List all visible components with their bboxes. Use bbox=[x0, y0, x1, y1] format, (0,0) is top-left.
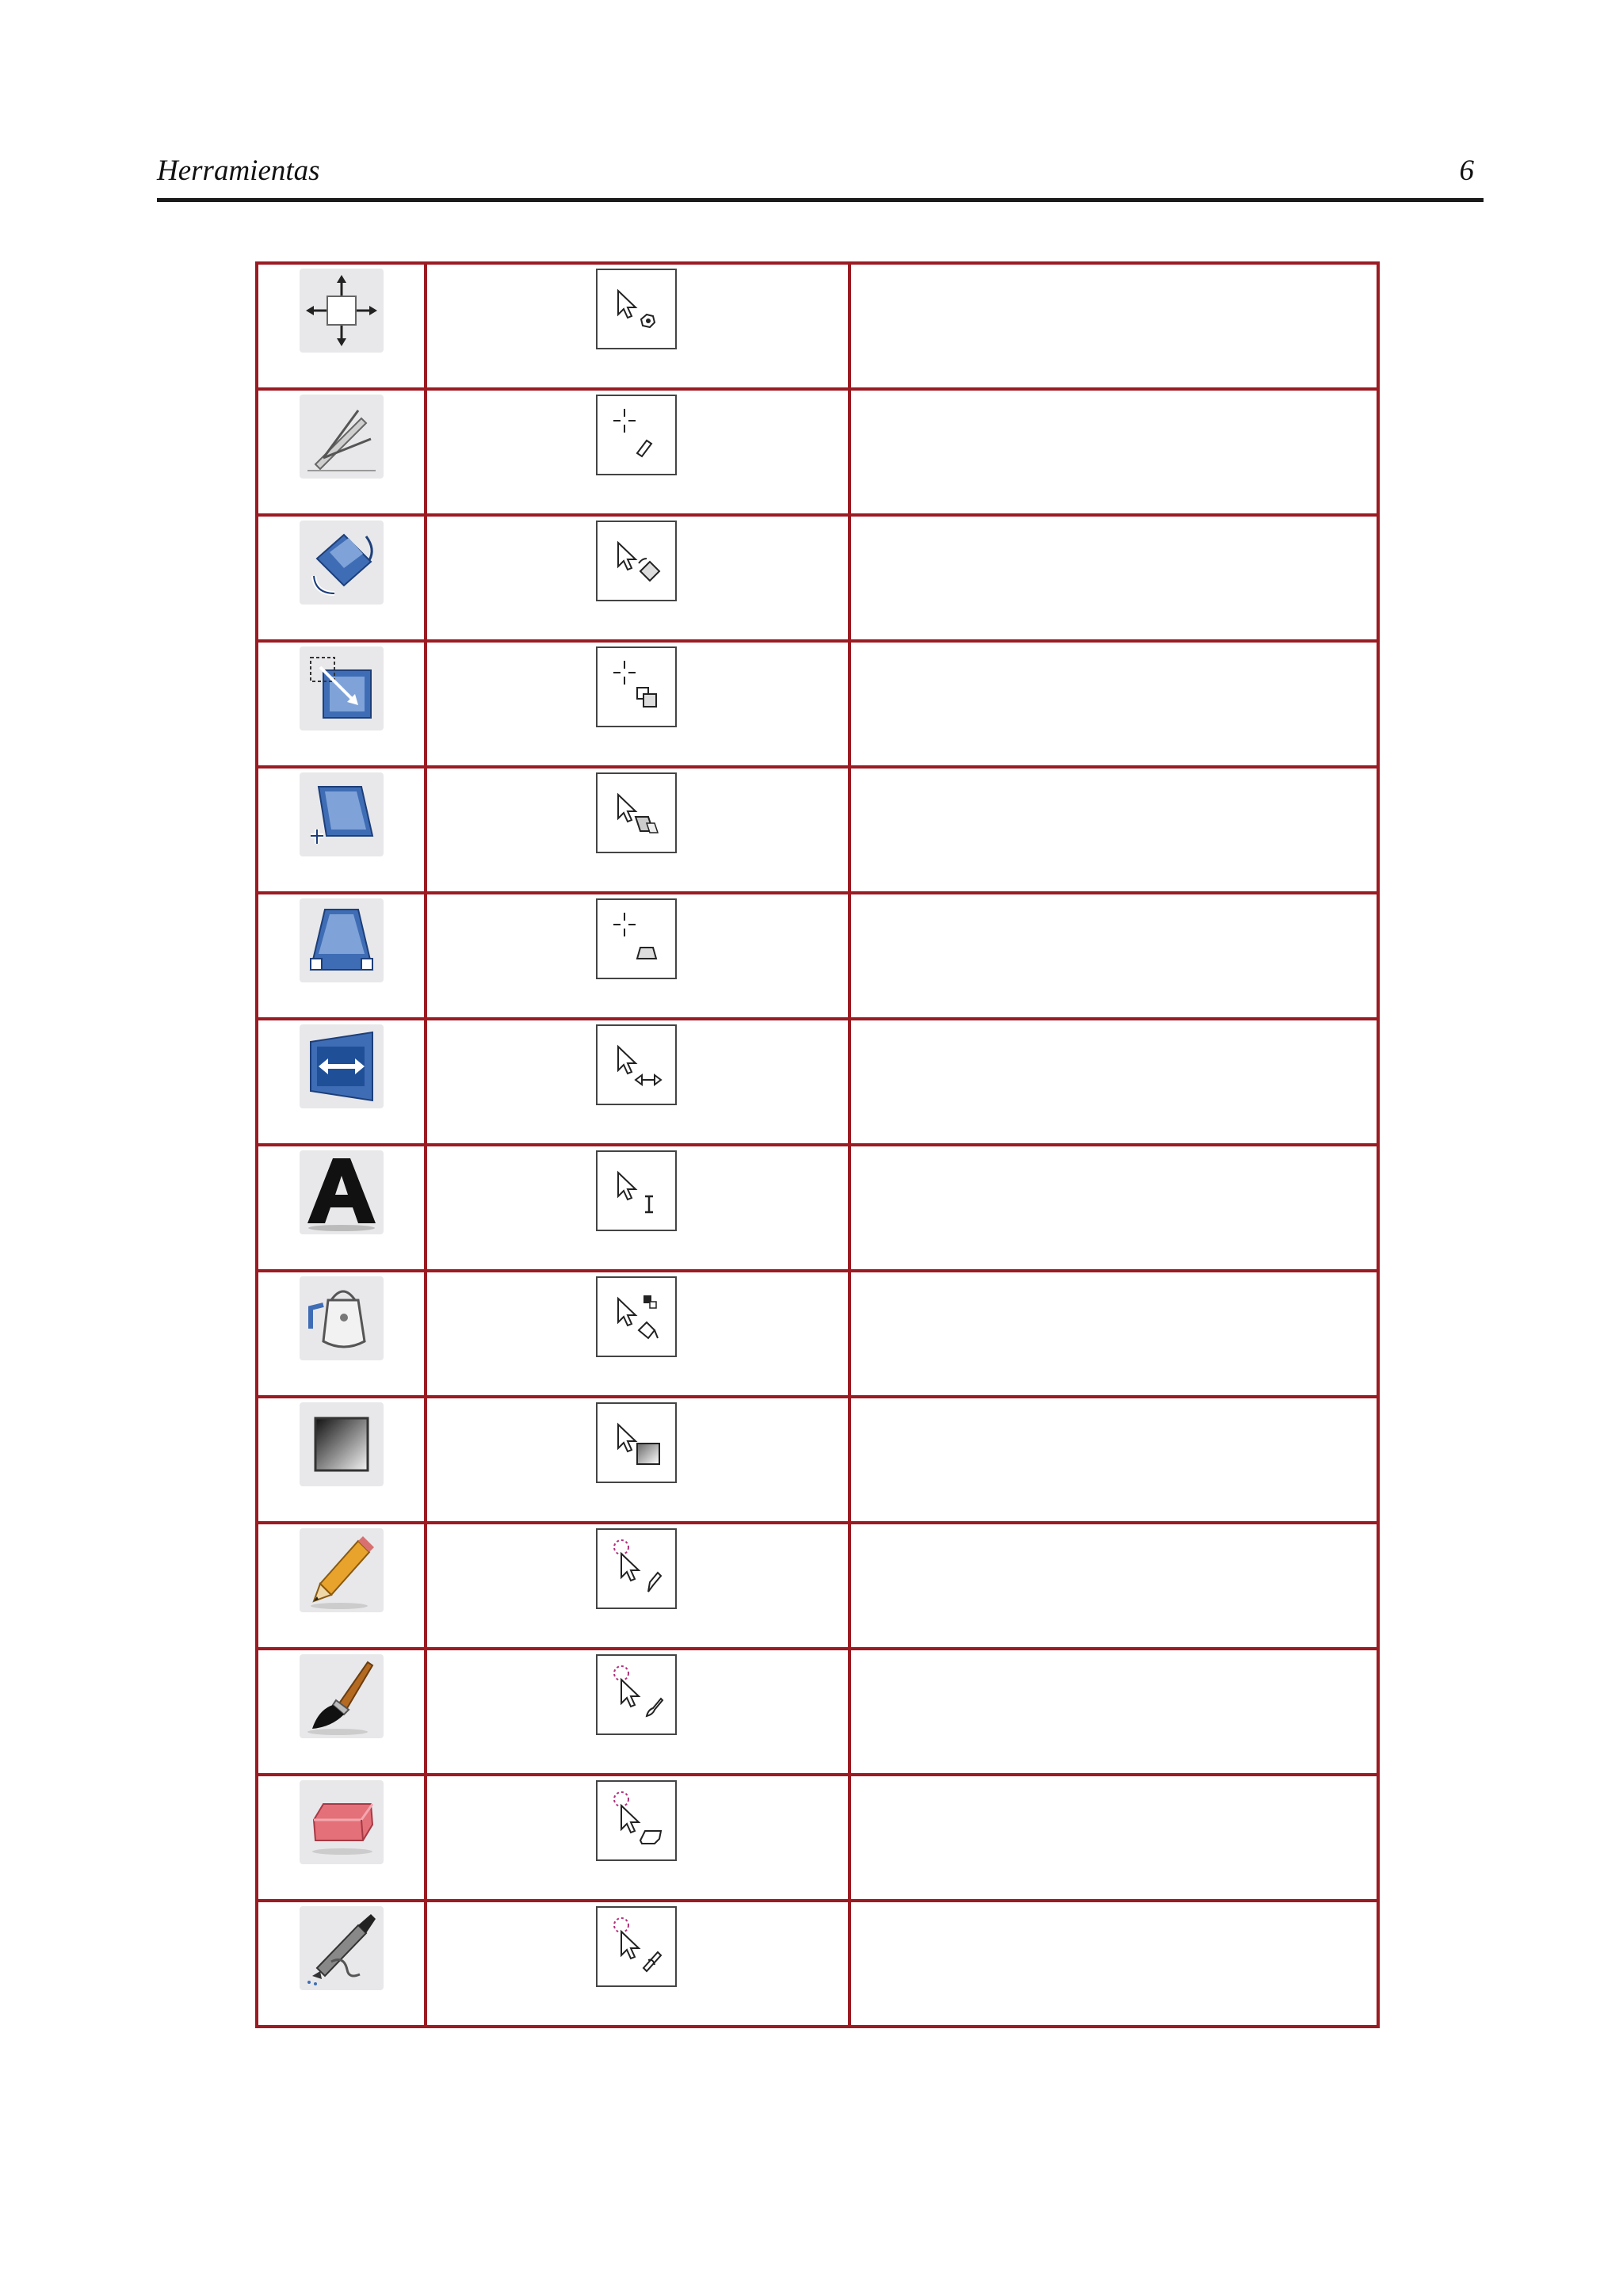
paintbrush-cursor-icon bbox=[596, 1654, 677, 1735]
move-tool-icon bbox=[300, 269, 384, 353]
tool-icon-cell bbox=[257, 893, 426, 1019]
flip-cursor-icon bbox=[596, 1024, 677, 1105]
tool-name-cell bbox=[426, 1397, 850, 1523]
airbrush-cursor-icon bbox=[596, 1906, 677, 1987]
tool-name-cell bbox=[426, 1271, 850, 1397]
scale-tool-icon bbox=[300, 646, 384, 730]
tool-name-cell bbox=[426, 1019, 850, 1145]
description-cell bbox=[850, 1271, 1378, 1397]
table-row bbox=[257, 1019, 1378, 1145]
tool-name-cell bbox=[426, 641, 850, 767]
tool-icon-cell bbox=[257, 1649, 426, 1775]
tool-icon-cell bbox=[257, 1523, 426, 1649]
eraser-tool-icon bbox=[300, 1780, 384, 1864]
perspective-tool-icon bbox=[300, 898, 384, 982]
tool-icon-cell bbox=[257, 515, 426, 641]
tool-icon-cell bbox=[257, 1019, 426, 1145]
scale-cursor-icon bbox=[596, 646, 677, 727]
tool-icon-cell bbox=[257, 1271, 426, 1397]
tool-name-cell bbox=[426, 767, 850, 893]
description-cell bbox=[850, 1649, 1378, 1775]
tools-table bbox=[255, 261, 1380, 2028]
tool-icon-cell bbox=[257, 641, 426, 767]
table-row bbox=[257, 1145, 1378, 1271]
description-cell bbox=[850, 389, 1378, 515]
description-cell bbox=[850, 515, 1378, 641]
description-cell bbox=[850, 641, 1378, 767]
table-row bbox=[257, 641, 1378, 767]
table-row bbox=[257, 1649, 1378, 1775]
tool-icon-cell bbox=[257, 263, 426, 389]
table-row bbox=[257, 515, 1378, 641]
description-cell bbox=[850, 767, 1378, 893]
airbrush-tool-icon bbox=[300, 1906, 384, 1990]
bucket-fill-tool-icon bbox=[300, 1276, 384, 1360]
flip-tool-icon bbox=[300, 1024, 384, 1108]
blend-tool-icon bbox=[300, 1402, 384, 1486]
description-cell bbox=[850, 1397, 1378, 1523]
tool-name-cell bbox=[426, 1649, 850, 1775]
text-tool-icon bbox=[300, 1150, 384, 1234]
bucket-fill-cursor-icon bbox=[596, 1276, 677, 1357]
tool-icon-cell bbox=[257, 1775, 426, 1901]
blend-cursor-icon bbox=[596, 1402, 677, 1483]
description-cell bbox=[850, 263, 1378, 389]
description-cell bbox=[850, 1775, 1378, 1901]
description-cell bbox=[850, 1145, 1378, 1271]
rotate-cursor-icon bbox=[596, 521, 677, 601]
tool-icon-cell bbox=[257, 1901, 426, 2027]
table-row bbox=[257, 389, 1378, 515]
eraser-cursor-icon bbox=[596, 1780, 677, 1861]
table-row bbox=[257, 767, 1378, 893]
tool-name-cell bbox=[426, 1775, 850, 1901]
shear-tool-icon bbox=[300, 772, 384, 856]
tool-icon-cell bbox=[257, 1397, 426, 1523]
tool-name-cell bbox=[426, 1901, 850, 2027]
table-row bbox=[257, 893, 1378, 1019]
pencil-tool-icon bbox=[300, 1528, 384, 1612]
description-cell bbox=[850, 1019, 1378, 1145]
text-cursor-icon bbox=[596, 1150, 677, 1231]
tool-icon-cell bbox=[257, 767, 426, 893]
perspective-cursor-icon bbox=[596, 898, 677, 979]
table-row bbox=[257, 1271, 1378, 1397]
page-title: Herramientas bbox=[157, 154, 320, 187]
tool-name-cell bbox=[426, 263, 850, 389]
page-number: 6 bbox=[1459, 154, 1474, 187]
table-row bbox=[257, 263, 1378, 389]
tool-icon-cell bbox=[257, 389, 426, 515]
table-row bbox=[257, 1523, 1378, 1649]
description-cell bbox=[850, 893, 1378, 1019]
crop-tool-icon bbox=[300, 395, 384, 479]
tool-icon-cell bbox=[257, 1145, 426, 1271]
description-cell bbox=[850, 1901, 1378, 2027]
table-row bbox=[257, 1901, 1378, 2027]
page-header bbox=[157, 151, 1484, 202]
pencil-cursor-icon bbox=[596, 1528, 677, 1609]
rotate-tool-icon bbox=[300, 521, 384, 605]
tool-name-cell bbox=[426, 515, 850, 641]
description-cell bbox=[850, 1523, 1378, 1649]
move-cursor-icon bbox=[596, 269, 677, 349]
table-row bbox=[257, 1775, 1378, 1901]
shear-cursor-icon bbox=[596, 772, 677, 853]
tool-name-cell bbox=[426, 389, 850, 515]
table-row bbox=[257, 1397, 1378, 1523]
paintbrush-tool-icon bbox=[300, 1654, 384, 1738]
crop-cursor-icon bbox=[596, 395, 677, 475]
tool-name-cell bbox=[426, 893, 850, 1019]
tool-name-cell bbox=[426, 1145, 850, 1271]
tool-name-cell bbox=[426, 1523, 850, 1649]
